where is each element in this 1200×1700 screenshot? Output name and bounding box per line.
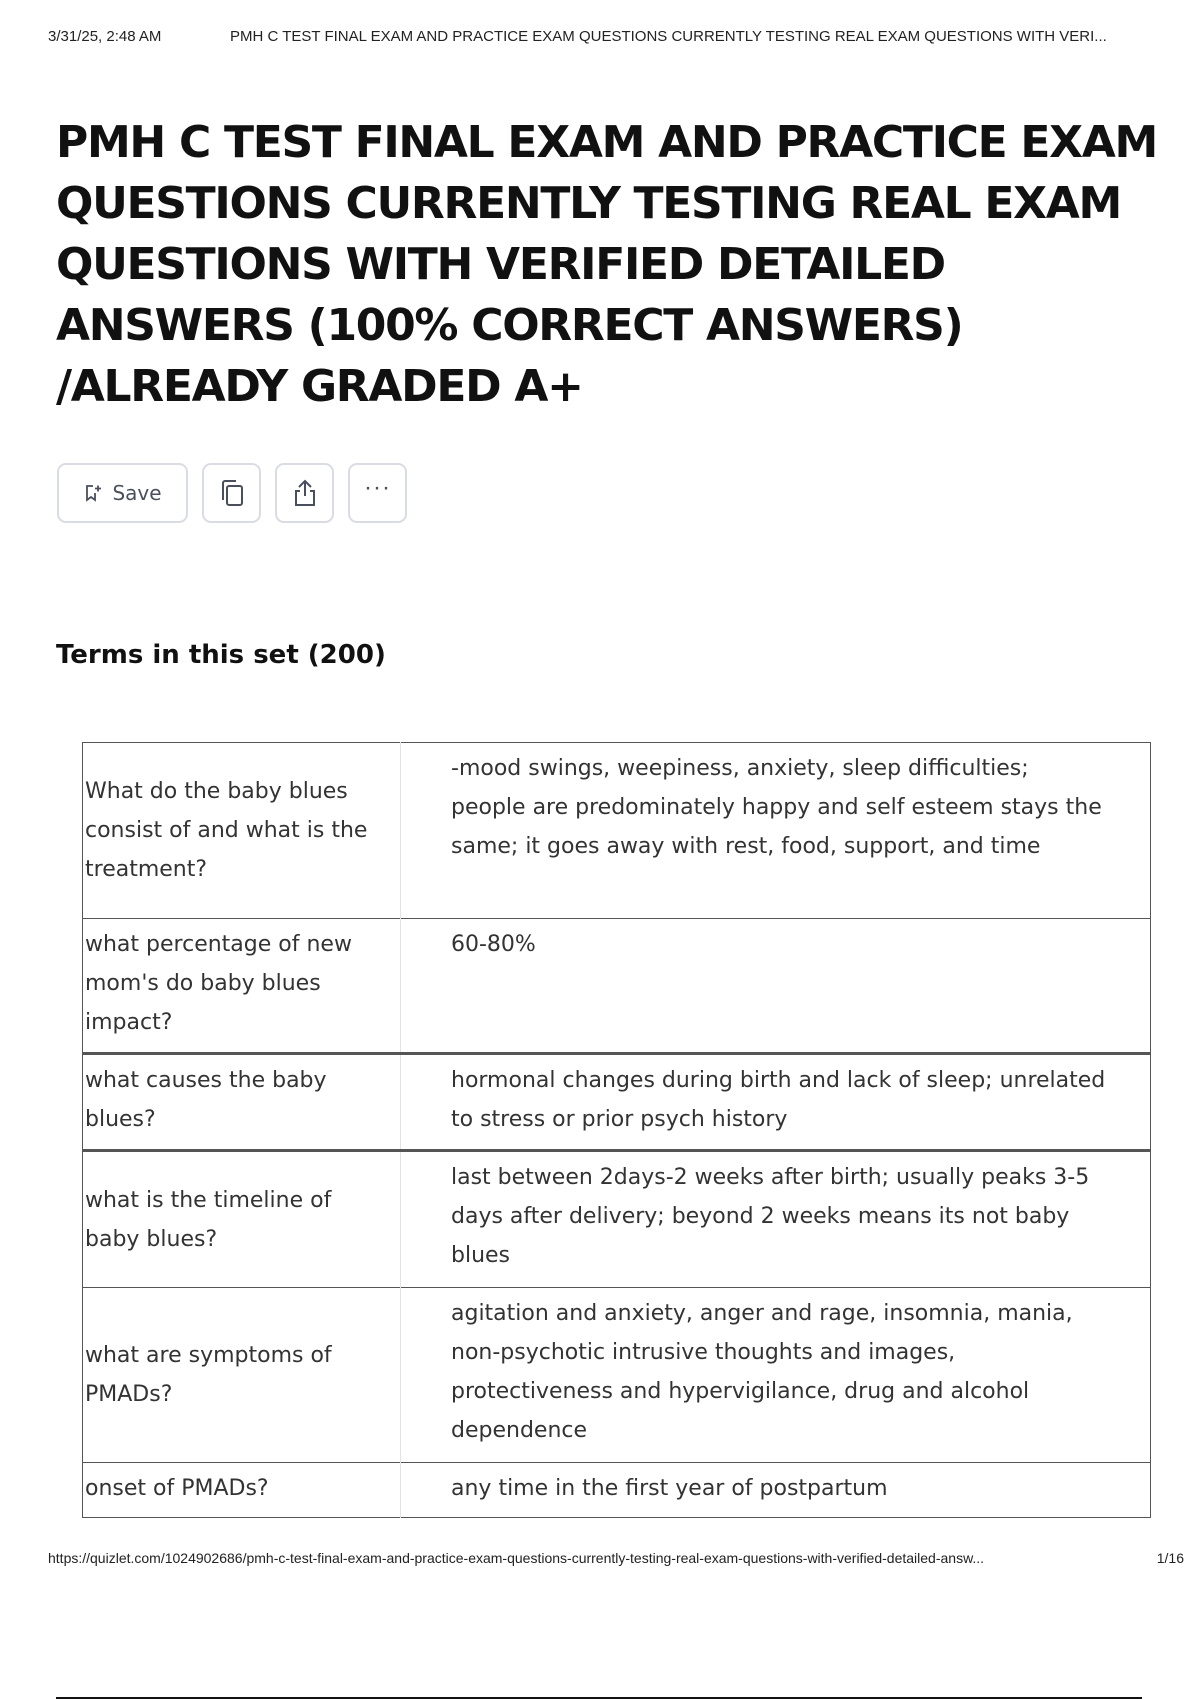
save-button[interactable] xyxy=(57,463,188,523)
definition-text: hormonal changes during birth and lack of sleep; unrelated to stress or prior psych history xyxy=(451,1068,1106,1132)
page-title: PMH C TEST FINAL EXAM AND PRACTICE EXAM QUESTIONS CURRENTLY TESTING REAL EXAM QUESTIONS WITH VERIFIED DETAILED ANSWERS (100% CORRECT ANSWERS) /ALREADY GRADED A+ xyxy=(56,117,1158,412)
term-text: what is the timeline of baby blues? xyxy=(83,1151,401,1288)
print-header xyxy=(48,28,1176,45)
divider xyxy=(56,1697,1142,1699)
term-text: what causes the baby blues? xyxy=(83,1054,401,1151)
terms-table xyxy=(82,742,1151,1518)
definition-text: agitation and anxiety, anger and rage, insomnia, mania, non-psychotic intrusive thoughts and images, protectiveness and hypervigilance, drug and alcohol dependence xyxy=(451,1301,1073,1443)
page-number: 1/16 xyxy=(1156,1550,1184,1566)
term-text: what percentage of new mom's do baby blues impact? xyxy=(83,919,401,1054)
save-label: Save xyxy=(112,481,162,505)
print-doc-title: PMH C TEST FINAL EXAM AND PRACTICE EXAM QUESTIONS CURRENTLY TESTING REAL EXAM QUESTIONS WITH VERI... xyxy=(230,28,1107,45)
term-text: What do the baby blues consist of and what is the treatment? xyxy=(83,743,401,919)
term-row xyxy=(83,919,1151,1054)
print-date: 3/31/25, 2:48 AM xyxy=(48,28,162,45)
copy-button[interactable] xyxy=(202,463,261,523)
term-text: onset of PMADs? xyxy=(83,1463,401,1518)
print-url: https://quizlet.com/1024902686/pmh-c-test-final-exam-and-practice-exam-questions-currently-testing-real-exam-questions-with-verified-detailed-answ... xyxy=(48,1550,985,1566)
term-row xyxy=(83,1463,1151,1518)
term-row xyxy=(83,743,1151,919)
share-icon xyxy=(291,478,319,508)
more-horizontal-icon: ··· xyxy=(364,474,391,501)
more-options-button[interactable] xyxy=(348,463,407,523)
print-footer xyxy=(48,1550,1184,1566)
copy-icon xyxy=(219,478,245,508)
set-toolbar xyxy=(57,463,407,523)
terms-count-heading: Terms in this set (200) xyxy=(56,640,386,670)
term-row xyxy=(83,1054,1151,1151)
term-row xyxy=(83,1151,1151,1288)
definition-text: -mood swings, weepiness, anxiety, sleep difficulties; people are predominately happy and self esteem stays the same; it goes away with rest, food, support, and time xyxy=(451,756,1102,859)
term-text: what are symptoms of PMADs? xyxy=(83,1288,401,1463)
definition-text: 60-80% xyxy=(451,932,536,957)
definition-text: any time in the first year of postpartum xyxy=(451,1476,888,1501)
share-button[interactable] xyxy=(275,463,334,523)
definition-text: last between 2days-2 weeks after birth; usually peaks 3-5 days after delivery; beyond 2 weeks means its not baby blues xyxy=(451,1165,1090,1268)
bookmark-plus-icon xyxy=(83,484,102,503)
term-row xyxy=(83,1288,1151,1463)
